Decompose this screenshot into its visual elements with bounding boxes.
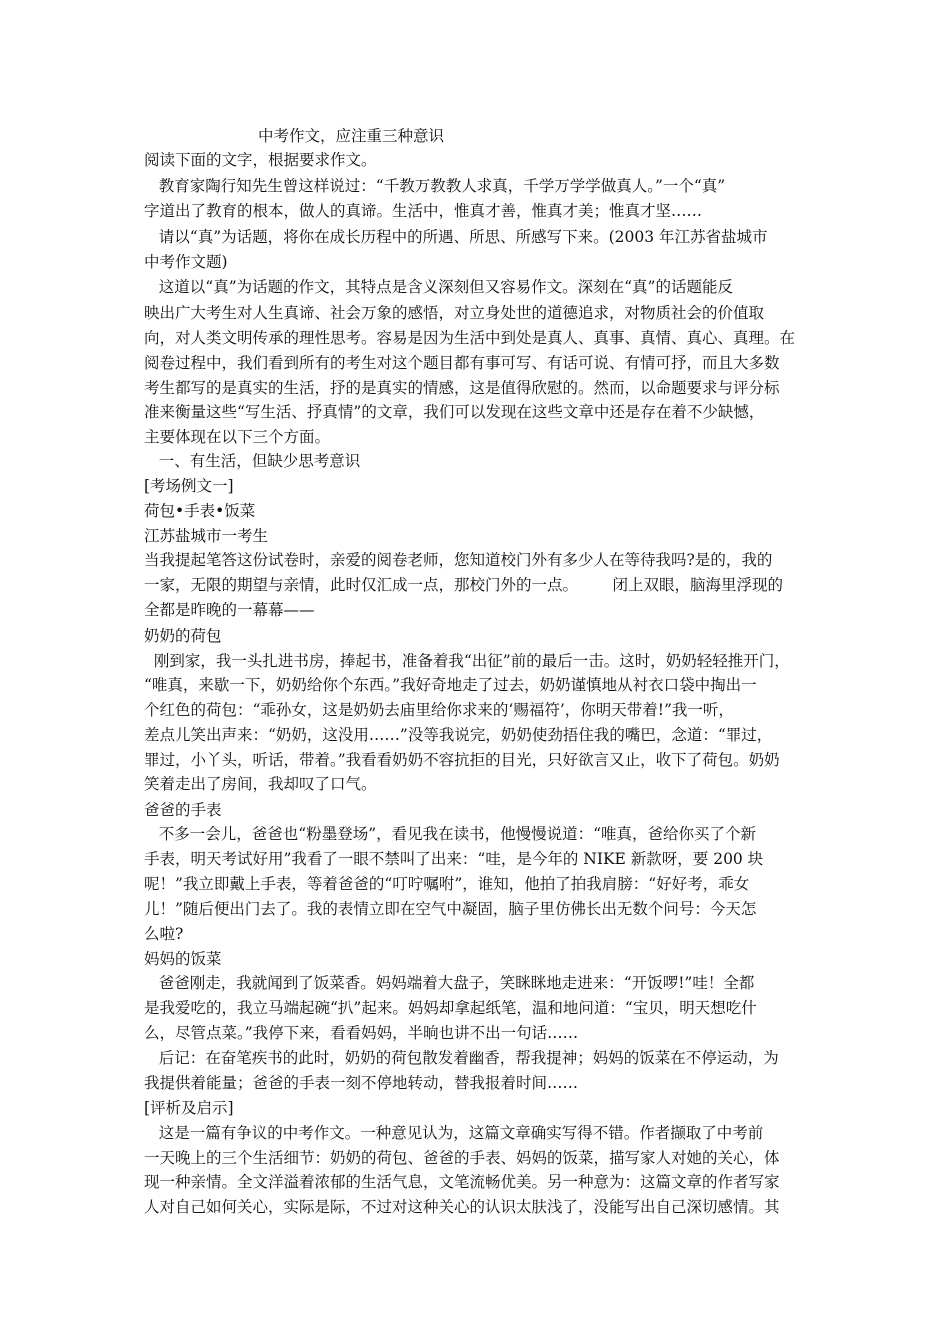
text-line: 教育家陶行知先生曾这样说过：“千教万教教人求真，千学万学学做真人。”一个“真” [144, 177, 726, 195]
analysis-label: [评析及启示] [144, 1099, 234, 1117]
text-line: 向，对人类文明传承的理性思考。容易是因为生活中到处是真人、真事、真情、真心、真理。在 [144, 329, 796, 347]
text-line: 现一种亲情。全文洋溢着浓郁的生活气息，文笔流畅优美。另一种意为：这篇文章的作者写家 [144, 1173, 780, 1191]
text-line: 一天晚上的三个生活细节：奶奶的荷包、爸爸的手表、妈妈的饭菜，描写家人对她的关心，体 [144, 1149, 780, 1167]
example-label: [考场例文一] [144, 477, 234, 495]
text-line: 手表，明天考试好用”我看了一眼不禁叫了出来：“哇，是今年的 NIKE 新款呀，要 200 块 [144, 850, 764, 868]
subheading: 奶奶的荷包 [144, 627, 222, 645]
text-line: 准来衡量这些“写生活、抒真情”的文章，我们可以发现在这些文章中还是存在着不少缺憾， [144, 403, 765, 421]
text-line: 刚到家，我一头扎进书房，捧起书，准备着我“出征”前的最后一击。这时，奶奶轻轻推开门， [144, 652, 790, 670]
text-line: 阅读下面的文字，根据要求作文。 [144, 151, 377, 169]
text-line: 后记：在奋笔疾书的此时，奶奶的荷包散发着幽香，帮我提神；妈妈的饭菜在不停运动，为 [144, 1049, 779, 1067]
text-line: 笑着走出了房间，我却叹了口气。 [144, 775, 377, 793]
text-line: 阅卷过程中，我们看到所有的考生对这个题目都有事可写、有话可说、有情可抒，而且大多数 [144, 354, 780, 372]
text-line: 人对自己如何关心，实际是际，不过对这种关心的认识太肤浅了，没能写出自己深切感情。其 [144, 1198, 780, 1216]
text-line: 是我爱吃的，我立马端起碗“扒”起来。妈妈却拿起纸笔，温和地问道：“宝贝，明天想吃什 [144, 999, 757, 1017]
text-line: 差点儿笑出声来：“奶奶，这没用……”没等我说完，奶奶使劲捂住我的嘴巴，念道：“罪过， [144, 726, 773, 744]
text-line: 么啦? [144, 925, 184, 943]
text-line: 爸爸刚走，我就闻到了饭菜香。妈妈端着大盘子，笑眯眯地走进来：“开饭啰!”哇！全都 [144, 974, 755, 992]
text-line: 映出广大考生对人生真谛、社会万象的感悟，对立身处世的道德追求，对物质社会的价值取 [144, 304, 765, 322]
text-line: 主要体现在以下三个方面。 [144, 428, 331, 446]
text-line: “唯真，来歇一下，奶奶给你个东西。”我好奇地走了过去，奶奶谨慎地从衬衣口袋中掏出一 [144, 676, 757, 694]
text-line: 中考作文题) [144, 253, 228, 271]
text-line: 呢！”我立即戴上手表，等着爸爸的“叮咛嘱咐”，谁知，他拍了拍我肩膀：“好好考，乖女 [144, 875, 750, 893]
text-line: 这道以“真”为话题的作文，其特点是含义深刻但又容易作文。深刻在“真”的话题能反 [144, 278, 733, 296]
text-line: 一家，无限的期望与亲情，此时仅汇成一点，那校门外的一点。 闭上双眼，脑海里浮现的 [144, 576, 783, 594]
subheading: 爸爸的手表 [144, 801, 222, 819]
essay-title: 荷包•手表•饭菜 [144, 502, 256, 520]
text-line: 考生都写的是真实的生活，抒的是真实的情感，这是值得欣慰的。然而，以命题要求与评分标 [144, 379, 780, 397]
text-line: 个红色的荷包：“乖孙女，这是奶奶去庙里给你求来的‘赐福符’，你明天带着!”我一听， [144, 701, 734, 719]
text-line: 字道出了教育的根本，做人的真谛。生活中，惟真才善，惟真才美；惟真才坚…… [144, 202, 703, 220]
text-line: 这是一篇有争议的中考作文。一种意见认为，这篇文章确实写得不错。作者撷取了中考前 [144, 1124, 764, 1142]
essay-author: 江苏盐城市一考生 [144, 527, 269, 545]
document-title: 中考作文，应注重三种意识 [258, 127, 445, 145]
text-line: 么，尽管点菜。”我停下来，看看妈妈，半晌也讲不出一句话…… [144, 1024, 579, 1042]
text-line: 儿！”随后便出门去了。我的表情立即在空气中凝固，脑子里仿佛长出无数个问号：今天怎 [144, 900, 757, 918]
text-line: 请以“真”为话题，将你在成长历程中的所遇、所思、所感写下来。(2003 年江苏省盐城市 [144, 228, 768, 246]
text-line: 不多一会儿，爸爸也“粉墨登场”，看见我在读书，他慢慢说道：“唯真，爸给你买了个新 [144, 825, 757, 843]
text-line: 罪过，小丫头，听话，带着。”我看看奶奶不容抗拒的目光，只好欲言又止，收下了荷包。奶奶 [144, 751, 780, 769]
text-line: 当我提起笔答这份试卷时，亲爱的阅卷老师，您知道校门外有多少人在等待我吗?是的，我的 [144, 551, 773, 569]
section-heading: 一、有生活，但缺少思考意识 [144, 452, 361, 470]
text-line: 我提供着能量；爸爸的手表一刻不停地转动，替我报着时间…… [144, 1074, 579, 1092]
text-line: 全都是昨晚的一幕幕—— [144, 601, 315, 619]
subheading: 妈妈的饭菜 [144, 950, 222, 968]
